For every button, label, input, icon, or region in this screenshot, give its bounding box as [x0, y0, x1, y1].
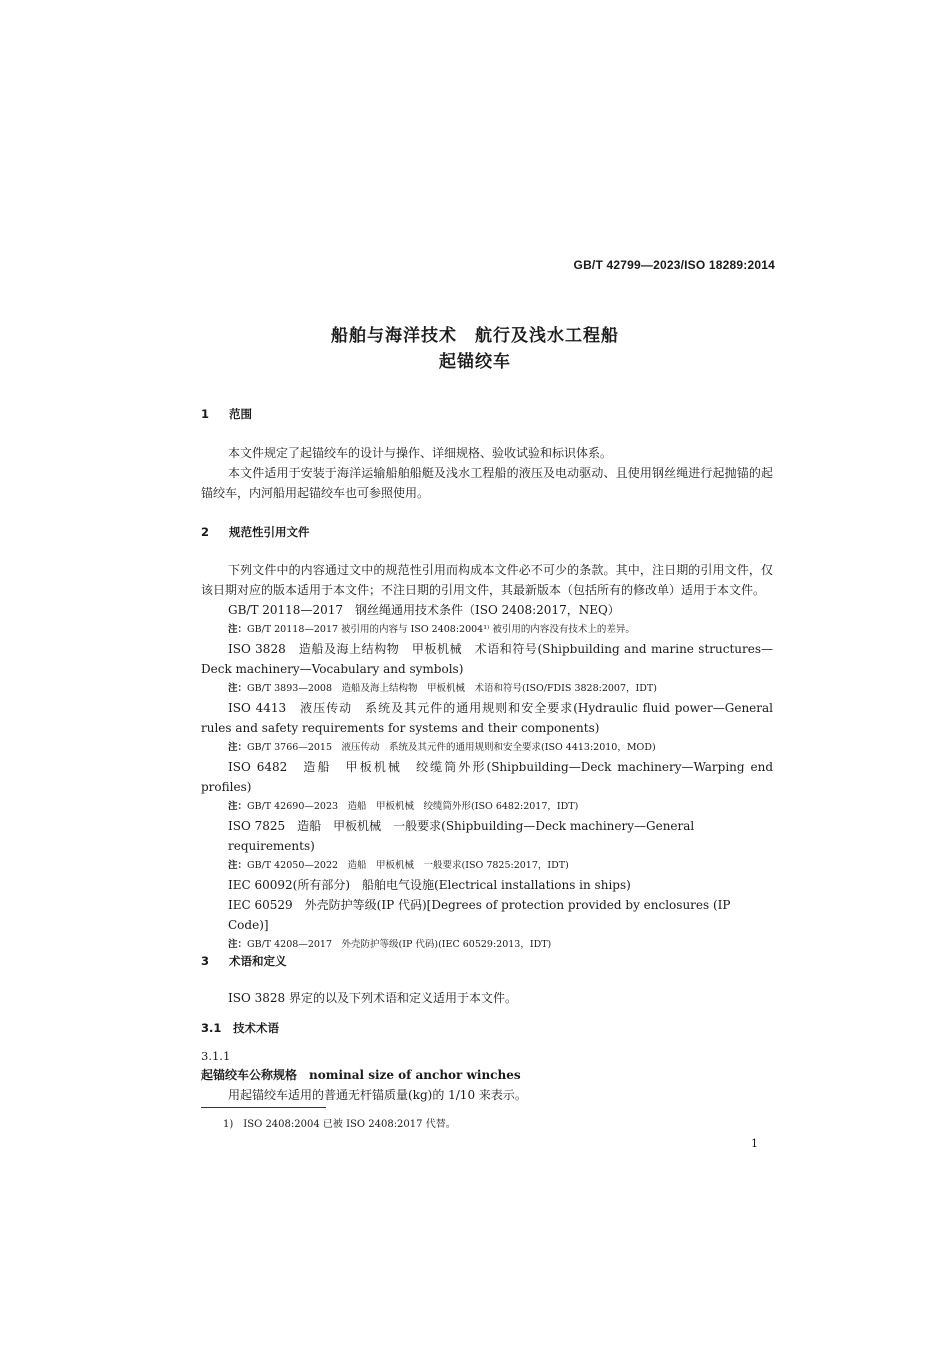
note-text: GB/T 42050—2022 造船 甲板机械 一般要求(ISO 7825:2017，IDT) [247, 860, 569, 871]
footnote-divider [201, 1107, 326, 1108]
reference-note [201, 679, 773, 698]
note-label: 注： [228, 939, 248, 950]
subsection-title: 技术术语 [233, 1021, 279, 1035]
section-3-intro [201, 988, 773, 1008]
section-number: 2 [201, 525, 210, 539]
reference-note [201, 620, 773, 639]
subsection-number: 3.1 [201, 1021, 222, 1035]
subsection-3-1-heading [201, 1020, 279, 1036]
paragraph: 下列文件中的内容通过文中的规范性引用而构成本文件必不可少的条款。其中，注日期的引用文件，仅该日期对应的版本适用于本文件；不注日期的引用文件，其最新版本（包括所有的修改单）适用于本文件。 [201, 563, 773, 597]
footnote: 1) ISO 2408:2004 已被 ISO 2408:2017 代替。 [223, 1119, 456, 1130]
reference-item: GB/T 20118—2017 钢丝绳通用技术条件（ISO 2408:2017，NEQ） [228, 603, 620, 617]
note-text: GB/T 42690—2023 造船 甲板机械 绞缆筒外形(ISO 6482:2017，IDT) [247, 801, 579, 812]
section-1-body [201, 443, 773, 503]
standard-code: GB/T 42799—2023/ISO 18289:2014 [573, 258, 775, 272]
note-text: GB/T 3766—2015 液压传动 系统及其元件的通用规则和安全要求(ISO 4413:2010，MOD) [247, 742, 656, 753]
document-title-line1: 船舶与海洋技术 航行及浅水工程船 [331, 326, 619, 346]
note-label: 注： [228, 624, 248, 635]
note-label: 注： [228, 860, 248, 871]
reference-note [201, 797, 773, 816]
section-number: 3 [201, 954, 210, 968]
term-heading [201, 1065, 773, 1085]
note-label: 注： [228, 683, 248, 694]
section-1-heading [201, 406, 252, 422]
reference-note [201, 935, 773, 954]
page-number: 1 [751, 1137, 758, 1150]
reference-note [201, 856, 773, 875]
note-label: 注： [228, 742, 248, 753]
reference-item: IEC 60529 外壳防护等级(IP 代码)[Degrees of protection provided by enclosures (IP Code)] [228, 898, 731, 932]
section-2-heading [201, 524, 310, 540]
reference-note [201, 738, 773, 757]
document-title-line2: 起锚绞车 [439, 352, 511, 372]
reference-item: ISO 6482 造船 甲板机械 绞缆筒外形(Shipbuilding—Deck machinery—Warping end profiles) [201, 760, 773, 794]
reference-item: ISO 3828 造船及海上结构物 甲板机械 术语和符号(Shipbuilding and marine structures—Deck machinery—Vocabulary and symbols) [201, 642, 773, 676]
paragraph: 本文件适用于安装于海洋运输船舶船艇及浅水工程船的液压及电动驱动、且使用钢丝绳进行起抛锚的起锚绞车，内河船用起锚绞车也可参照使用。 [201, 466, 773, 500]
term-english: nominal size of anchor winches [309, 1068, 521, 1082]
section-title: 范围 [229, 407, 252, 421]
note-text: GB/T 4208—2017 外壳防护等级(IP 代码)(IEC 60529:2013，IDT) [247, 939, 552, 950]
section-title: 规范性引用文件 [229, 525, 310, 539]
note-label: 注： [228, 801, 248, 812]
reference-item: ISO 4413 液压传动 系统及其元件的通用规则和安全要求(Hydraulic fluid power—General rules and safety requirements for systems and their components) [201, 701, 773, 735]
section-2-body [201, 560, 773, 954]
paragraph: ISO 3828 界定的以及下列术语和定义适用于本文件。 [228, 991, 517, 1005]
term-chinese: 起锚绞车公称规格 [201, 1068, 298, 1082]
term-entry [201, 1065, 773, 1105]
note-text: GB/T 3893—2008 造船及海上结构物 甲板机械 术语和符号(ISO/FDIS 3828:2007，IDT) [247, 683, 657, 694]
note-text: GB/T 20118—2017 被引用的内容与 ISO 2408:2004¹⁾ 被引用的内容没有技术上的差异。 [247, 624, 635, 635]
reference-item: ISO 7825 造船 甲板机械 一般要求(Shipbuilding—Deck machinery—General requirements) [228, 819, 695, 853]
term-definition: 用起锚绞车适用的普通无杆锚质量(kg)的 1/10 来表示。 [228, 1088, 527, 1102]
term-number: 3.1.1 [201, 1049, 231, 1063]
reference-item: IEC 60092(所有部分) 船舶电气设施(Electrical installations in ships) [228, 878, 631, 892]
section-title: 术语和定义 [229, 954, 287, 968]
section-number: 1 [201, 407, 210, 421]
paragraph: 本文件规定了起锚绞车的设计与操作、详细规格、验收试验和标识体系。 [228, 446, 613, 460]
section-3-heading [201, 953, 287, 969]
